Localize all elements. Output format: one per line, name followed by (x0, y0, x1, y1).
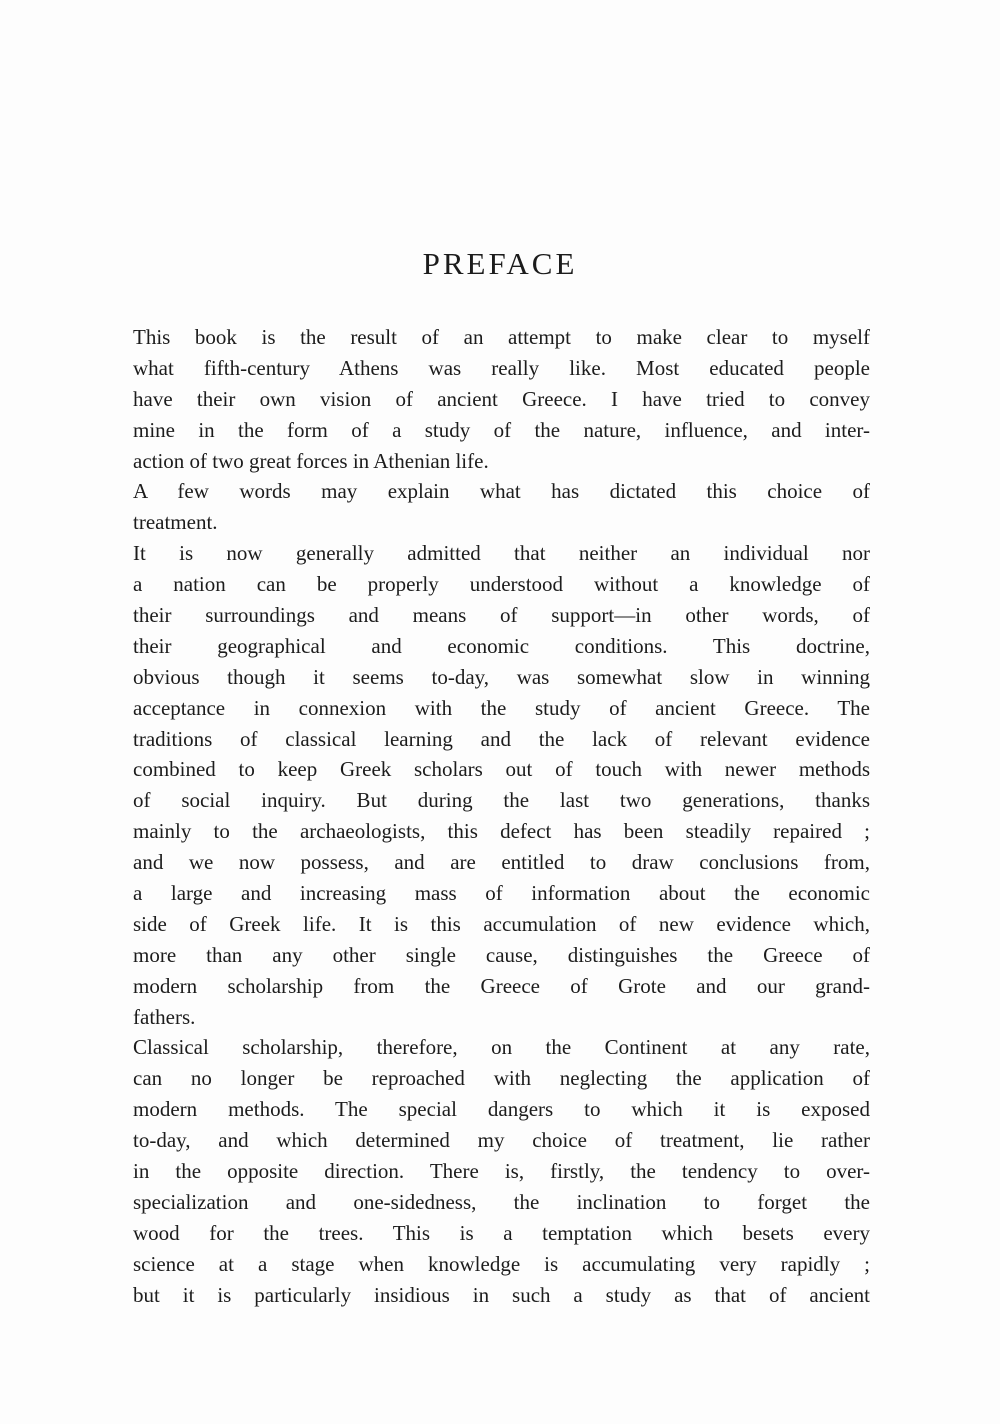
preface-text (133, 322, 870, 1311)
text-line: It is now generally admitted that neither an individual nor (133, 541, 870, 566)
text-line: what fifth-century Athens was really like. Most educated people (133, 355, 870, 380)
text-line: mine in the form of a study of the nature, influence, and inter- (133, 417, 870, 442)
text-line: science at a stage when knowledge is accumulating very rapidly ; (133, 1251, 870, 1276)
text-line: action of two great forces in Athenian life. (133, 448, 489, 473)
text-line: to-day, and which determined my choice of treatment, lie rather (133, 1128, 870, 1153)
text-line: more than any other single cause, distinguishes the Greece of (133, 942, 870, 967)
text-line: This book is the result of an attempt to make clear to myself (133, 325, 870, 349)
text-line: can no longer be reproached with neglecting the application of (133, 1066, 870, 1091)
text-line: a large and increasing mass of information about the economic (133, 881, 870, 906)
text-line: but it is particularly insidious in such a study as that of ancient (133, 1282, 870, 1307)
text-line: modern scholarship from the Greece of Grote and our grand- (133, 973, 870, 998)
text-line: treatment. (133, 510, 218, 535)
text-line: their geographical and economic conditions. This doctrine, (133, 633, 870, 658)
text-line: obvious though it seems to-day, was somewhat slow in winning (133, 664, 870, 689)
text-line: specialization and one-sidedness, the inclination to forget the (133, 1189, 870, 1214)
text-line: traditions of classical learning and the lack of relevant evidence (133, 726, 870, 751)
text-line: side of Greek life. It is this accumulation of new evidence which, (133, 911, 870, 936)
text-line: combined to keep Greek scholars out of touch with newer methods (133, 757, 870, 782)
text-line: and we now possess, and are entitled to draw conclusions from, (133, 850, 870, 875)
text-line: have their own vision of ancient Greece. I have tried to convey (133, 386, 870, 411)
text-line: acceptance in connexion with the study of ancient Greece. The (133, 695, 870, 720)
text-line: wood for the trees. This is a temptation which besets every (133, 1220, 870, 1245)
text-line: Classical scholarship, therefore, on the Continent at any rate, (133, 1035, 870, 1060)
text-line: a nation can be properly understood without a knowledge of (133, 572, 870, 597)
text-line: mainly to the archaeologists, this defect has been steadily repaired ; (133, 819, 870, 844)
text-line: modern methods. The special dangers to which it is exposed (133, 1097, 870, 1122)
text-line: in the opposite direction. There is, firstly, the tendency to over- (133, 1159, 870, 1184)
text-line: of social inquiry. But during the last two generations, thanks (133, 788, 870, 813)
text-line: their surroundings and means of support—in other words, of (133, 603, 870, 628)
page-title: PREFACE (422, 246, 578, 281)
text-line: A few words may explain what has dictated this choice of (133, 479, 870, 504)
text-line: fathers. (133, 1004, 196, 1029)
